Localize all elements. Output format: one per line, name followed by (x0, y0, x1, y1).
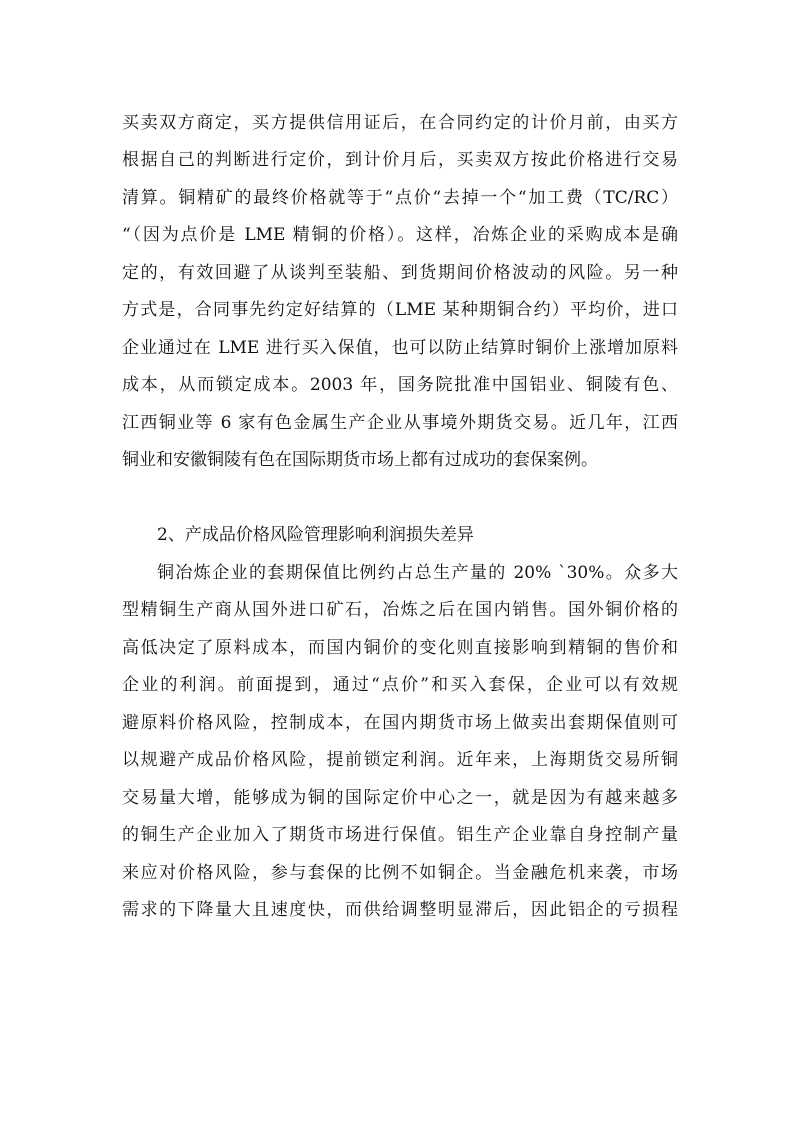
text-line: 成本，从而锁定成本。2003 年，国务院批准中国铝业、铜陵有色、 (122, 375, 678, 395)
text-line: 的铜生产企业加入了期货市场进行保值。铝生产企业靠自身控制产量 (122, 825, 678, 845)
text-line: 以规避产成品价格风险，提前锁定利润。近年来，上海期货交易所铜 (122, 750, 678, 770)
text-line: 铜冶炼企业的套期保值比例约占总生产量的 20% `30%。众多大 (157, 563, 678, 583)
text-line: 避原料价格风险，控制成本，在国内期货市场上做卖出套期保值则可 (122, 713, 678, 733)
text-line: 清算。铜精矿的最终价格就等于“点价“去掉一个“加工费（TC/RC） (122, 188, 678, 208)
text-line: 来应对价格风险，参与套保的比例不如铜企。当金融危机来袭，市场 (122, 863, 678, 883)
text-line: 方式是，合同事先约定好结算的（LME 某种期铜合约）平均价，进口 (122, 300, 678, 320)
text-line: 高低决定了原料成本，而国内铜价的变化则直接影响到精铜的售价和 (122, 638, 678, 658)
text-line: 定的，有效回避了从谈判至装船、到货期间价格波动的风险。另一种 (122, 263, 678, 283)
text-line: 需求的下降量大且速度快，而供给调整明显滞后，因此铝企的亏损程 (122, 900, 678, 920)
text-line: 铜业和安徽铜陵有色在国际期货市场上都有过成功的套保案例。 (122, 450, 598, 470)
text-line: 江西铜业等 6 家有色金属生产企业从事境外期货交易。近几年，江西 (122, 413, 678, 433)
section-heading: 2、产成品价格风险管理影响利润损失差异 (157, 525, 474, 545)
text-line: 交易量大增，能够成为铜的国际定价中心之一，就是因为有越来越多 (122, 788, 678, 808)
text-line: “（因为点价是 LME 精铜的价格）。这样，冶炼企业的采购成本是确 (122, 225, 678, 245)
text-line: 企业通过在 LME 进行买入保值，也可以防止结算时铜价上涨增加原料 (122, 338, 678, 358)
text-line: 买卖双方商定，买方提供信用证后，在合同约定的计价月前，由买方 (122, 113, 678, 133)
text-line: 型精铜生产商从国外进口矿石，冶炼之后在国内销售。国外铜价格的 (122, 600, 678, 620)
text-line: 根据自己的判断进行定价，到计价月后，买卖双方按此价格进行交易 (122, 150, 678, 170)
text-line: 企业的利润。前面提到，通过“点价”和买入套保，企业可以有效规 (122, 675, 678, 695)
